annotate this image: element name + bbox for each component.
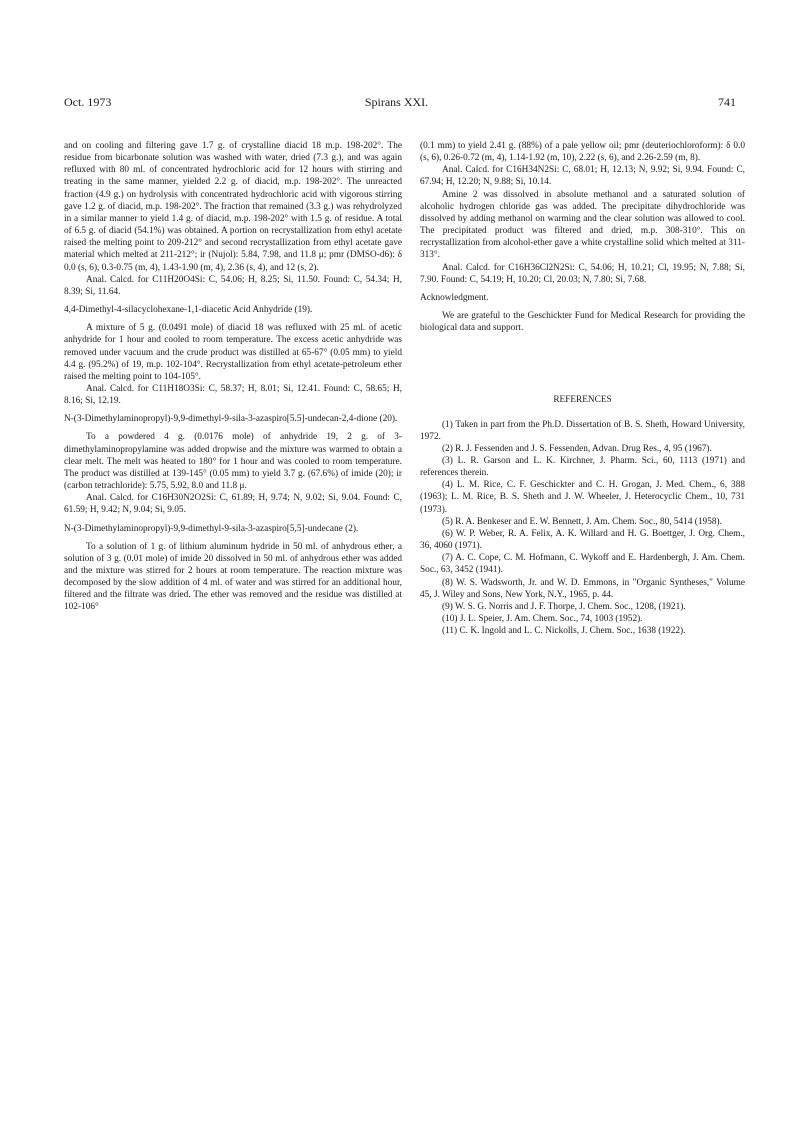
reference-item: (4) L. M. Rice, C. F. Geschickter and C. H. Grogan, J. Med. Chem., 6, 388 (1963); L. M. Rice, B. S. Sheth and J. W. Wheeler, J. Heterocyclic Chem., 10, 731 (1973). — [420, 480, 745, 515]
paragraph-imide: To a powdered 4 g. (0.0176 mole) of anhydride 19, 2 g. of 3-dimethylaminopropylamine was added dropwise and the mixture was warmed to obtain a clear melt. The melt was heated to 180° for 1 hour and was cooled to room temperature. The product was distilled at 139-145° (0.05 mm) to yield 3.7 g. (67.6%) of imide (20); ir (carbon tetrachloride): 5.75, 5.92, 8.0 and 11.8 μ. — [64, 432, 402, 492]
analysis-anhydride: Anal. Calcd. for C11H18O3Si: C, 58.37; H, 8.01; Si, 12.41. Found: C, 58.65; H, 8.16; Si, 12.19. — [64, 383, 402, 407]
reference-item: (11) C. K. Ingold and L. C. Nickolls, J. Chem. Soc., 1638 (1922). — [442, 626, 686, 637]
reference-item: (10) J. L. Speier, J. Am. Chem. Soc., 74, 1003 (1952). — [442, 614, 643, 624]
reference-item: (5) R. A. Benkeser and E. W. Bennett, J. Am. Chem. Soc., 80, 5414 (1958). — [442, 516, 722, 527]
right-column — [420, 140, 745, 637]
reference-item: (8) W. S. Wadsworth, Jr. and W. D. Emmons, in "Organic Syntheses," Volume 45, J. Wiley and Sons, New York, N.Y., 1965, p. 44. — [420, 577, 745, 600]
reference-item: (3) L. R. Garson and L. K. Kirchner, J. Pharm. Sci., 60, 1113 (1971) and references therein. — [420, 455, 745, 479]
reference-item: (9) W. S. G. Norris and J. F. Thorpe, J. Chem. Soc., 1208, (1921). — [442, 601, 686, 612]
analysis-imide: Anal. Calcd. for C16H30N2O2Si: C, 61.89; H, 9.74; N, 9.02; Si, 9.04. Found: C, 61.59; H, 9.42; N, 9.04; Si, 9.05. — [64, 493, 402, 516]
heading-amine: N-(3-Dimethylaminopropyl)-9,9-dimethyl-9-sila-3-azaspiro[5,5]-undecane (2). — [64, 523, 359, 534]
acknowledgment-text: We are grateful to the Geschickter Fund for Medical Research for providing the biological data and support. — [420, 311, 745, 334]
acknowledgment-heading: Acknowledgment. — [420, 292, 489, 303]
analysis-dihydrochloride: Anal. Calcd. for C16H36Cl2N2Si: C, 54.06; H, 10.21; Cl, 19.95; N, 7.88; Si, 7.90. Found: C, 54.19; H, 10.20; Cl, 20.03; N, 7.80; Si, 7.68. — [420, 262, 745, 285]
page-number: 741 — [718, 95, 736, 109]
reference-item: (1) Taken in part from the Ph.D. Dissertation of B. S. Sheth, Howard University, 1972. — [420, 419, 745, 442]
heading-anhydride: 4,4-Dimethyl-4-silacyclohexane-1,1-diacetic Acid Anhydride (19). — [64, 305, 313, 316]
reference-item: (7) A. C. Cope, C. M. Hofmann, C. Wykoff and E. Hardenbergh, J. Am. Chem. Soc., 63, 3452 (1941). — [420, 553, 745, 576]
running-title: Spirans XXI. — [364, 95, 429, 109]
reference-item: (2) R. J. Fessenden and J. S. Fessenden, Advan. Drug Res., 4, 95 (1967). — [442, 443, 712, 454]
heading-imide: N-(3-Dimethylaminopropyl)-9,9-dimethyl-9-sila-3-azaspiro[5.5]-undecan-2,4-dione (20). — [64, 414, 398, 425]
left-column — [64, 140, 402, 614]
paragraph-anhydride: A mixture of 5 g. (0.0491 mole) of diacid 18 was refluxed with 25 ml. of acetic anhydride for 1 hour and cooled to room temperature. The excess acetic anhydride was removed under vacuum and the crude product was distilled at 65-67° (0.05 mm) to yield 4.4 g. (95.2%) of 19, m.p. 102-104°. Recrystallization from ethyl acetate-petroleum ether raised the melting point to 104-105°. — [64, 323, 402, 382]
reference-item: (6) W. P. Weber, R. A. Felix, A. K. Willard and H. G. Boettger, J. Org. Chem., 36, 4060 (1971). — [420, 528, 745, 552]
paragraph-amine-yield: (0.1 mm) to yield 2.41 g. (88%) of a pale yellow oil; pmr (deuteriochloroform): δ 0.0 (s, 6), 0.26-0.72 (m, 4), 1.14-1.92 (m, 10), 2.22 (s, 6), and 2.26-2.59 (m, 8). — [420, 141, 745, 164]
references-heading: REFERENCES — [553, 395, 612, 406]
running-date: Oct. 1973 — [64, 95, 112, 109]
analysis-diacid: Anal. Calcd. for C11H20O4Si: C, 54.06; H, 8.25; Si, 11.50. Found: C, 54.34; H, 8.39; Si, 11.64. — [64, 274, 402, 297]
paragraph-dihydrochloride: Amine 2 was dissolved in absolute methanol and a saturated solution of alcoholic hydrogen chloride gas was added. The precipitate dihydrochloride was dissolved by adding methanol on warming and the clear solution was allowed to cool. The precipitated product was filtered and dried, m.p. 308-310°. This on recrystallization from alcohol-ether gave a white crystalline solid which melted at 311-313°. — [420, 189, 745, 261]
paragraph-reduction: To a solution of 1 g. of lithium aluminum hydride in 50 ml. of anhydrous ether, a solution of 3 g. (0.01 mole) of imide 20 dissolved in 50 ml. of anhydrous ether was added and the mixture was stirred for 2 hours at room temperature. The reaction mixture was decomposed by the slow addition of 4 ml. of water and was stirred for an additional hour, filtered and the filtrate was dried. The ether was removed and the residue was distilled at 102-106° — [64, 541, 402, 613]
references-list — [420, 419, 745, 638]
analysis-amine: Anal. Calcd. for C16H34N2Si: C, 68.01; H, 12.13; N, 9.92; Si, 9.94. Found: C, 67.94; H, 12.20; N, 9.88; Si, 10.14. — [420, 165, 745, 188]
paragraph-diacid-hydrolysis: and on cooling and filtering gave 1.7 g. of crystalline diacid 18 m.p. 198-202°. The residue from bicarbonate solution was washed with water, dried (7.3 g.), and was again refluxed with 80 ml. of concentrated hydrochloric acid for 12 hours with stirring and treating in the same manner, yielded 2.2 g. of diacid, m.p. 198-202°. The unreacted fraction (4.9 g.) on hydrolysis with concentrated hydrochloric acid with vigorous stirring gave 1.2 g. of diacid, m.p. 198-202°. The fraction that remained (3.3 g.) was rehydrolyzed in a similar manner to yield 1.4 g. of diacid, m.p. 198-202° with 1.5 g. of residue. A total of 6.5 g. of diacid (54.1%) was obtained. A portion on recrystallization from ethyl acetate raised the melting point to 209-212° and second recrystallization from ethyl acetate gave material which melted at 211-212°; ir (Nujol): 5.84, 7.98, and 11.8 μ; pmr (DMSO-d6): δ 0.0 (s, 6), 0.3-0.75 (m, 4), 1.43-1.90 (m, 4), 2.36 (s, 4), and 12 (s, 2). — [64, 141, 402, 273]
